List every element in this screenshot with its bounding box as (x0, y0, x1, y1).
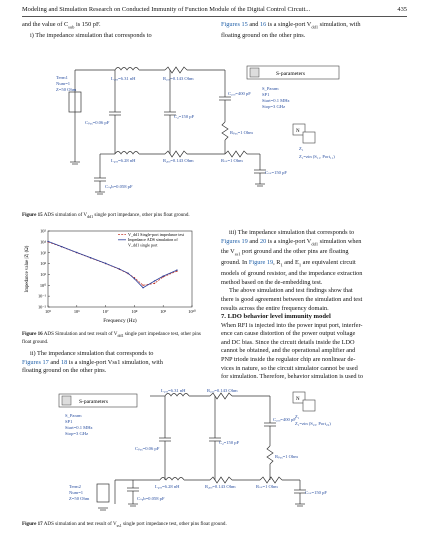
svg-text:S_Param: S_Param (65, 413, 82, 418)
legend-entry: V_dd1 Single-port impedance test (128, 232, 185, 237)
svg-text:C₂=150 pF: C₂=150 pF (174, 114, 195, 119)
sparam-label: S-parameters (276, 71, 306, 77)
legend-entry: V_dd1 single port (128, 242, 158, 248)
figure-16-caption: Figure 16 ADS Simulation and test result of $V_{dd1}$ single port impedance test, other pins float ground. (22, 331, 201, 346)
svg-text:Num=1: Num=1 (69, 490, 84, 495)
svg-text:SP1: SP1 (262, 92, 270, 97)
svg-text:L₂ₒₒ=6.28 nH: L₂ₒₒ=6.28 nH (155, 484, 180, 489)
data-point (105, 263, 106, 264)
data-point (142, 285, 143, 286)
svg-text:Cₛₛ=150 pF: Cₛₛ=150 pF (305, 490, 327, 495)
section-heading: 7. LDO behavior level immunity model (221, 313, 331, 321)
svg-text:N: N (296, 397, 300, 402)
svg-text:Start=0.1 MHz: Start=0.1 MHz (262, 98, 290, 103)
x-axis-label: Frequency (Hz) (103, 318, 137, 324)
header-rule (22, 16, 407, 17)
right-column-text: iii) The impedance simulation that corresponds to Figures 19 and 20 is a single-port $V_{dd1}$ simulation when the $V_{ss1}$ port ground and the other pins are floating ground. In Figure 19, $R_1$ and $E_1$ are equivalent circuit models of ground resistor, and the impedance extraction method based on the de-embedding test. The above simulation and test findings show that there is good agreement between the simulation and test results across the entire frequency domain. 7. LDO behavior level immunity model When RFI is injected into the power input port, interfer- ence can cause distortion of the power output voltage and DC bias. Since the circuit details inside the LDO cannot be obtained, and the operational amplifier and PNP triode inside the regulator chip are nonlinear de- vices in nature, so the circuit simulator cannot be used for simulation. Therefore, behavior simulation is used to (221, 229, 407, 382)
data-point (154, 283, 155, 284)
svg-text:L₂ₒₒ=6.28 nH: L₂ₒₒ=6.28 nH (111, 158, 136, 163)
x-tick-label: 10⁷ (102, 309, 109, 314)
svg-text:R₁ₒₒ=0.143 Ohm: R₁ₒₒ=0.143 Ohm (163, 76, 194, 81)
svg-text:S-parameters: S-parameters (79, 399, 109, 405)
svg-text:Z₁=zin (S₁₁, Port₁₁): Z₁=zin (S₁₁, Port₁₁) (299, 154, 335, 159)
svg-text:Z₁: Z₁ (295, 414, 300, 419)
data-point (154, 280, 155, 281)
svg-text:L₁ₒₒ=6.31 nH: L₁ₒₒ=6.31 nH (161, 388, 186, 393)
page-number: 435 (397, 6, 407, 13)
svg-text:Rₛₛ=1 Ohm: Rₛₛ=1 Ohm (256, 484, 278, 489)
figure-19-link-2[interactable]: Figure 19 (248, 259, 274, 267)
data-point (47, 241, 48, 242)
left-ii-paragraph: ii) The impedance simulation that corresponds to Figures 17 and 18 is a single-port Vss1 simulation, with floating ground on the other pins. (22, 350, 163, 375)
figure-20-link[interactable]: 20 (260, 237, 267, 245)
data-point (119, 268, 120, 269)
item-i-line: i) The impedance simulation that corresponds to (30, 31, 152, 39)
svg-text:R₁ₒₒ=0.143 Ohm: R₁ₒₒ=0.143 Ohm (207, 388, 238, 393)
data-point (134, 278, 135, 279)
figure-17-link[interactable]: Figures 17 (22, 358, 49, 366)
figure-17-schematic (55, 388, 355, 518)
data-point (127, 272, 128, 273)
legend-entry: Impedance ADS simulation of (128, 237, 178, 243)
svg-text:Z₁: Z₁ (299, 146, 304, 151)
y-tick-label: 10⁻² (37, 304, 46, 310)
figure-19-link[interactable]: Figures 19 (221, 237, 248, 245)
y-tick-label: 10³ (40, 250, 46, 256)
svg-text:Z=50 Ohm: Z=50 Ohm (69, 496, 90, 501)
svg-text:N: N (296, 129, 300, 134)
svg-text:Start=0.1 MHz: Start=0.1 MHz (65, 425, 93, 430)
x-tick-label: 10⁹ (160, 309, 167, 314)
svg-text:R₂ₒₒ=0.143 Ohm: R₂ₒₒ=0.143 Ohm (205, 484, 236, 489)
y-tick-label: 10¹ (40, 272, 46, 278)
svg-text:C₂=150 pF: C₂=150 pF (219, 440, 240, 445)
svg-text:L₁ₒₒ=6.31 nH: L₁ₒₒ=6.31 nH (111, 76, 136, 81)
svg-text:Term1: Term1 (56, 75, 68, 80)
svg-text:Stop=3 GHz: Stop=3 GHz (65, 431, 89, 436)
svg-text:Cₛₛ=150 pF: Cₛₛ=150 pF (265, 170, 287, 175)
top-right-paragraph: Figures 15 and 16 is a single-port $V_{dd1}$ simulation, with floating ground on the other pins. (221, 21, 407, 40)
svg-text:Num=1: Num=1 (56, 81, 71, 86)
svg-text:Cₛᵤb=0.058 pF: Cₛᵤb=0.058 pF (105, 184, 133, 189)
svg-text:R₂ₒₒ=0.143 Ohm: R₂ₒₒ=0.143 Ohm (163, 158, 194, 163)
figure-15-schematic (55, 62, 355, 210)
svg-text:Cₚₐₓ=0.06 pF: Cₚₐₓ=0.06 pF (85, 120, 110, 125)
data-point (142, 287, 143, 288)
figure-15-caption: Figure 15 ADS simulation of $V_{dd1}$ single port impedance, other pins float ground. (22, 212, 190, 220)
figure-16-chart (22, 227, 212, 325)
svg-text:C₁ₒₒ=400 pF: C₁ₒₒ=400 pF (273, 417, 296, 422)
data-point (90, 257, 91, 258)
csub-line: and the value of $C_{sub}$ is 150 pF. (22, 21, 101, 30)
fig15-16-reference-line: Figures 15 and 16 is a single-port $V_{dd1}$ simulation, with (221, 21, 361, 30)
x-tick-label: 10⁸ (131, 309, 138, 314)
svg-text:Term2: Term2 (69, 484, 81, 489)
x-tick-label: 10⁶ (73, 309, 80, 314)
svg-text:S_Param: S_Param (262, 86, 279, 91)
data-point (76, 252, 77, 253)
svg-text:Rₚₐₓ=1 Ohm: Rₚₐₓ=1 Ohm (230, 130, 253, 135)
y-axis-label: Impedance value |Z| (Ω) (25, 245, 30, 293)
y-tick-label: 10⁻¹ (37, 293, 46, 299)
x-tick-label: 10¹⁰ (188, 309, 196, 314)
svg-text:C₁ₒₒ=400 pF: C₁ₒₒ=400 pF (228, 91, 251, 96)
figure-15-link[interactable]: Figures 15 (221, 21, 248, 28)
svg-text:Z₁=zin (S₂₂, Port₂₂): Z₁=zin (S₂₂, Port₂₂) (295, 421, 331, 426)
journal-header-title: Modeling and Simulation Research on Conducted Immunity of Function Module of the Digital Control Circuit... (22, 6, 311, 13)
data-point (163, 275, 164, 276)
y-tick-label: 10² (40, 261, 46, 267)
x-tick-label: 10⁵ (45, 309, 51, 314)
svg-text:Z=50 Ohm: Z=50 Ohm (56, 87, 77, 92)
svg-text:Rₚₐₓ=1 Ohm: Rₚₐₓ=1 Ohm (275, 454, 298, 459)
svg-text:SP1: SP1 (65, 419, 73, 424)
data-point (61, 246, 62, 247)
figure-18-link[interactable]: 18 (61, 358, 68, 366)
svg-text:Cₚₐₓ=0.06 pF: Cₚₐₓ=0.06 pF (135, 446, 160, 451)
y-tick-label: 10⁴ (40, 239, 46, 245)
svg-text:Cₛᵤb=0.058 pF: Cₛᵤb=0.058 pF (137, 496, 165, 501)
figure-17-caption: Figure 17 ADS simulation and test result of $V_{ss1}$ single port impedance test, other pins float ground. (22, 521, 227, 529)
figure-16-link[interactable]: 16 (260, 21, 267, 28)
data-point (176, 269, 177, 270)
y-tick-label: 10⁰ (39, 282, 46, 288)
y-tick-label: 10⁵ (40, 228, 46, 234)
svg-text:Rₛₛ=1 Ohm: Rₛₛ=1 Ohm (221, 158, 243, 163)
svg-text:Stop=3 GHz: Stop=3 GHz (262, 104, 286, 109)
top-left-paragraph (22, 21, 208, 40)
